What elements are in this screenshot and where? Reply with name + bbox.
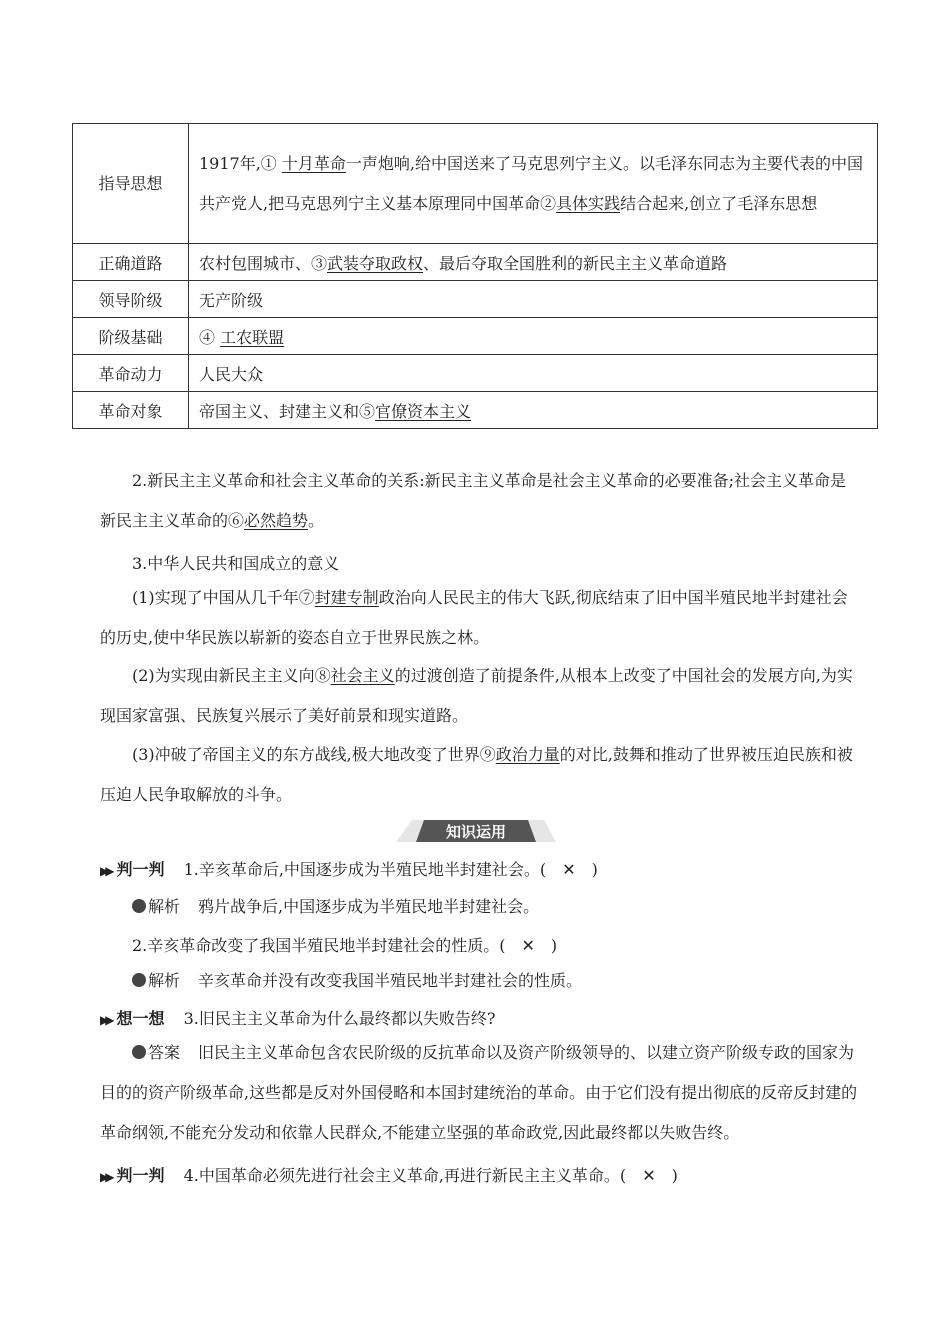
question-tag: 判一判 bbox=[116, 860, 165, 879]
question-1: ▶▶ 判一判 1.辛亥革命后,中国逐步成为半殖民地半封建社会。( ✕ ) bbox=[100, 860, 598, 879]
question-2: 2.辛亥革命改变了我国半殖民地半封建社会的性质。( ✕ ) bbox=[132, 936, 558, 955]
row-content: ④ 工农联盟 bbox=[189, 318, 878, 355]
row-label: 革命动力 bbox=[73, 355, 189, 392]
table-row bbox=[73, 281, 878, 318]
answer-blank: 具体实践 bbox=[556, 193, 621, 213]
answer-blank: 封建专制 bbox=[314, 588, 379, 607]
row-label: 领导阶级 bbox=[73, 281, 189, 318]
answer-blank: 社会主义 bbox=[330, 666, 395, 685]
cross-icon: ✕ bbox=[642, 1166, 656, 1185]
row-content: 无产阶级 bbox=[189, 281, 878, 318]
row-content: 帝国主义、封建主义和⑤官僚资本主义 bbox=[189, 392, 878, 429]
row-label: 正确道路 bbox=[73, 244, 189, 281]
arrow-icon: ▶▶ bbox=[100, 1170, 111, 1184]
table-row bbox=[73, 244, 878, 281]
bullet-icon bbox=[132, 973, 146, 987]
section-banner bbox=[396, 820, 556, 842]
answer-tag: 答案 bbox=[148, 1043, 181, 1062]
analysis-2: 解析 辛亥革命并没有改变我国半殖民地半封建社会的性质。 bbox=[132, 968, 582, 991]
arrow-icon: ▶▶ bbox=[100, 864, 111, 878]
point-3-1-paragraph: (1)实现了中国从几千年⑦封建专制政治向人民民主的伟大飞跃,彻底结束了旧中国半殖民地半封建社会的历史,使中华民族以崭新的姿态自立于世界民族之林。 bbox=[100, 588, 848, 647]
answer-blank: 政治力量 bbox=[495, 745, 560, 764]
point-3-title: 3.中华人民共和国成立的意义 bbox=[132, 554, 340, 573]
question-tag: 判一判 bbox=[116, 1166, 165, 1185]
cross-icon: ✕ bbox=[521, 936, 535, 955]
bullet-icon bbox=[132, 899, 146, 913]
answer-blank: 官僚资本主义 bbox=[375, 401, 472, 421]
cross-icon: ✕ bbox=[562, 860, 576, 879]
summary-table bbox=[72, 123, 878, 429]
analysis-1: 解析 鸦片战争后,中国逐步成为半殖民地半封建社会。 bbox=[132, 894, 539, 917]
question-3: ▶▶ 想一想 3.旧民主主义革命为什么最终都以失败告终? bbox=[100, 1009, 496, 1028]
table-row bbox=[73, 392, 878, 429]
row-content: 农村包围城市、③武装夺取政权、最后夺取全国胜利的新民主主义革命道路 bbox=[189, 244, 878, 281]
row-label: 阶级基础 bbox=[73, 318, 189, 355]
question-tag: 想一想 bbox=[116, 1009, 165, 1028]
bullet-icon bbox=[132, 1045, 146, 1059]
row-label: 革命对象 bbox=[73, 392, 189, 429]
row-content: 1917年,① 十月革命一声炮响,给中国送来了马克思列宁主义。以毛泽东同志为主要代表的中国共产党人,把马克思列宁主义基本原理同中国革命②具体实践结合起来,创立了毛泽东思想 bbox=[189, 124, 878, 244]
arrow-icon: ▶▶ bbox=[100, 1013, 111, 1027]
answer-3: 答案 旧民主主义革命包含农民阶级的反抗革命以及资产阶级领导的、以建立资产阶级专政的国家为目的的资产阶级革命,这些都是反对外国侵略和本国封建统治的革命。由于它们没有提出彻底的反帝反封建的革命纲领,不能充分发动和依靠人民群众,不能建立坚强的革命政党,因此最终都以失败告终。 bbox=[100, 1043, 858, 1142]
answer-blank: 必然趋势 bbox=[244, 511, 309, 530]
answer-blank: 武装夺取政权 bbox=[327, 253, 424, 273]
banner-title: 知识运用 bbox=[445, 823, 506, 841]
row-content: 人民大众 bbox=[189, 355, 878, 392]
point-2-paragraph: 2.新民主主义革命和社会主义革命的关系:新民主主义革命是社会主义革命的必要准备;社会主义革命是新民主主义革命的⑥必然趋势。 bbox=[100, 471, 847, 530]
row-label: 指导思想 bbox=[73, 124, 189, 244]
point-3-2-paragraph: (2)为实现由新民主主义向⑧社会主义的过渡创造了前提条件,从根本上改变了中国社会的发展方向,为实现国家富强、民族复兴展示了美好前景和现实道路。 bbox=[100, 666, 853, 725]
analysis-tag: 解析 bbox=[148, 897, 181, 916]
analysis-tag: 解析 bbox=[148, 971, 181, 990]
answer-blank: 工农联盟 bbox=[220, 327, 285, 347]
point-3-3-paragraph: (3)冲破了帝国主义的东方战线,极大地改变了世界⑨政治力量的对比,鼓舞和推动了世界被压迫民族和被压迫人民争取解放的斗争。 bbox=[100, 745, 853, 804]
table-row bbox=[73, 318, 878, 355]
table-row bbox=[73, 355, 878, 392]
answer-blank: 十月革命 bbox=[281, 153, 346, 173]
question-4: ▶▶ 判一判 4.中国革命必须先进行社会主义革命,再进行新民主主义革命。( ✕ ) bbox=[100, 1166, 678, 1185]
table-row bbox=[73, 124, 878, 244]
